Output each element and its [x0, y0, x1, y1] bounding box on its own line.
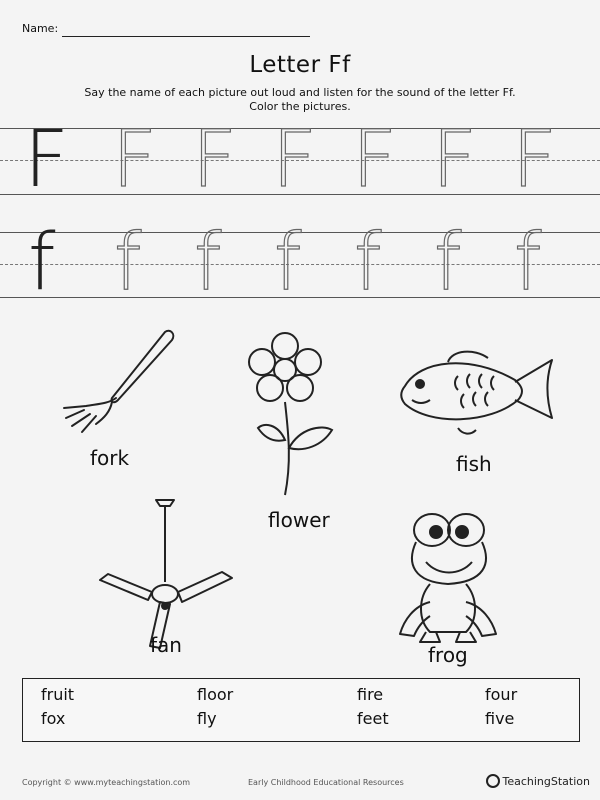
- uppercase-trace-letter: F: [432, 115, 477, 205]
- uppercase-model-letter: F: [24, 115, 69, 205]
- footer-copyright: Copyright © www.myteachingstation.com: [22, 778, 191, 787]
- lowercase-trace-letter: f: [514, 218, 542, 308]
- word-bank: [22, 678, 580, 742]
- instruction-line-1: Say the name of each picture out loud and listen for the sound of the letter Ff.: [84, 86, 516, 99]
- word-bank-item: fire: [357, 685, 384, 704]
- label-fork: fork: [90, 446, 130, 470]
- fan-icon: [100, 500, 232, 648]
- uppercase-trace-letter: F: [112, 115, 157, 205]
- label-fish: fish: [456, 452, 492, 476]
- footer-center: Early Childhood Educational Resources: [248, 778, 404, 787]
- lowercase-trace-letter: f: [114, 218, 142, 308]
- word-bank-item: fruit: [41, 685, 75, 704]
- logo-text: TeachingStation: [502, 774, 590, 788]
- word-bank-item: five: [485, 709, 515, 728]
- word-bank-item: feet: [357, 709, 389, 728]
- frog-icon: [400, 514, 496, 642]
- word-bank-item: four: [485, 685, 518, 704]
- fish-icon: [401, 352, 552, 434]
- lowercase-trace-letter: f: [354, 218, 382, 308]
- name-label: Name:: [22, 22, 59, 35]
- uppercase-trace-letter: F: [512, 115, 557, 205]
- logo-icon: [486, 774, 500, 788]
- flower-icon: [249, 333, 332, 495]
- word-bank-item: floor: [197, 685, 234, 704]
- name-line: [62, 36, 310, 37]
- fork-icon: [64, 331, 173, 432]
- uppercase-trace-letter: F: [272, 115, 317, 205]
- teachingstation-logo: [486, 774, 591, 788]
- pictures-area: [0, 320, 600, 680]
- instructions: [0, 86, 600, 114]
- word-bank-item: fox: [41, 709, 66, 728]
- label-frog: frog: [428, 643, 468, 667]
- label-fan: fan: [150, 633, 182, 657]
- lowercase-model-letter: f: [28, 218, 56, 308]
- word-bank-item: fly: [197, 709, 217, 728]
- label-flower: flower: [268, 508, 330, 532]
- uppercase-trace-letter: F: [352, 115, 397, 205]
- instruction-line-2: Color the pictures.: [249, 100, 351, 113]
- worksheet-title: Letter Ff: [249, 52, 351, 78]
- lowercase-trace-letter: f: [434, 218, 462, 308]
- uppercase-trace-letter: F: [192, 115, 237, 205]
- lowercase-trace-letter: f: [274, 218, 302, 308]
- lowercase-trace-letter: f: [194, 218, 222, 308]
